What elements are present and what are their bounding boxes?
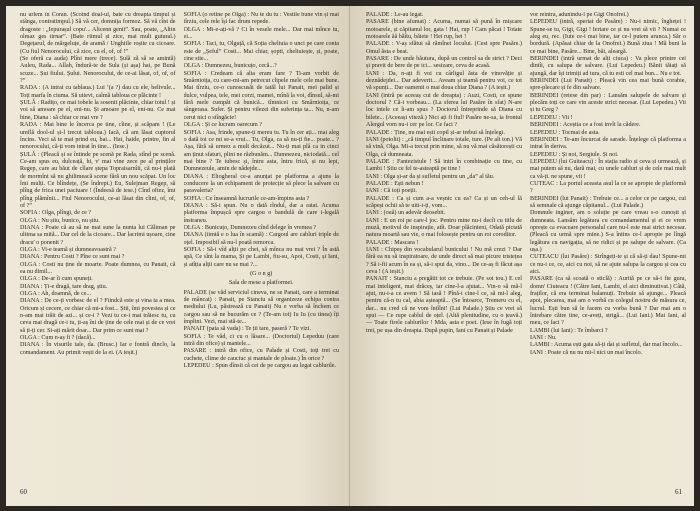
paragraph: BERINDEI (Lui Panait) : Pleacă vin cea mai bună corabie, spre-plecare și fe din salvare.: [530, 78, 686, 92]
right-column-1: [366, 12, 522, 480]
paragraph: IANI : Chipeș din vocabularul bunicului ! Nu mă crezi ? Dar fără ea nu să inspiratoare, de unde direct să mai picure tristețea ? Să i-fii acum în ea și, să-i spui da, vino... De ce-aș fi făcut așa ceva ! (A ieșit.): [366, 247, 522, 276]
paragraph: PASARE : intră din ofice, cu Palade și Costi, toți trei cu cuchete, clime de cauciuc și mantale de ploaie.) În orice ?: [183, 348, 339, 362]
paragraph: Sala de mese a platformei.: [229, 280, 294, 287]
paragraph: IANI (potolit) : „că timpul înclinare totale, ture. (Pe alt ton.) Vă să vină, Olga. Mi-a trecut prin mine, să nu vă mai căsătorești cu Olga, că dumneata.: [366, 136, 522, 158]
paragraph: PALADE : V-aș sfătui să rămînei locului. (Cest spre Pasăre.) Omul ăsta e beat.: [366, 41, 522, 55]
paragraph: CUTEACU (lui Pasăre) : Strîngeți-te și că să-ți dau! Spune-mi ce nu-i ce, ce, aici cu noi, să ne ajute salupa la cargou și cea cu aici.: [530, 254, 686, 276]
paragraph: DIANA (iimtă e o lua în scamă) : Cargoul are cabluri triple de oțel. Imposibil să nu-l poată remorca.: [183, 232, 339, 246]
left-page: [6, 6, 350, 506]
paragraph: OLGA : De-ar îi cum spuneți.: [20, 276, 93, 283]
paragraph: PALADE : Mascara !: [366, 239, 419, 246]
paragraph: IANI : (ouă) un adevăr deosebit.: [366, 210, 446, 217]
right-column-2: [530, 12, 686, 480]
paragraph: DIANA : De ce-ți vorbesc de el ? Fiindcă este și vina ta a mea. Oricum și cecere, ce chiar că mi-a fost... Știi, îmi povestea și ce n-am mai trăit de azi... și ce-i ? Vezi tu ce-i mai trăiesc tu, cu ceva mai dragă ce-i tu, ți-aș îni de ține de cele mai și de ce vrei să ți-ți cer. Si-ați mărit doar... Dar prim ce sunt mai ?: [20, 298, 176, 334]
paragraph: OLGA : Cum n-aș fi ? (dacă)...: [20, 335, 96, 342]
paragraph: CUTEAC : La portul aceasta asul la ce se apropie de platformă ?: [530, 180, 686, 195]
paragraph: IANI : Poate că nu nu mi-l nici un mai încolo.: [530, 349, 643, 356]
paragraph: PANAIT : Stanciu a pregătit tot ce trebuie. (Pe sot tou.) E cel mai inteligent, mai drăceș, iar cine-l-a ajutat... Vin-o să mă-l ajut, nu-i-a ce avem ! Să iasă ! Pînă-i cine-l ce, să mi-l aleg, pentru că-n tu cal, abia așteaptă... (Se întoarce, Tremeru cu el, dar... nu cred că ne vom întîlni! (Lui Palade.) Știu ce vrei să spui — Ce rupe cablul de oțel. (Altă plenitudine, cu o țeavă.) — Toate firele cablurilor ! Mda, asta e poet. (Iese în fugă toți trei, pe ușa din dreapta. După pupin, Iani cu Panait și Palade: [366, 276, 522, 334]
paragraph: OLGA : Dumnezeu, bunicuțo, cecă...?: [183, 63, 277, 70]
paragraph: SOFIA : Olga, plîngi, de ce ?: [20, 210, 92, 217]
paragraph: (Se oferă ca auda) Plîni mere (trece). Șulă ză să se amintă) Auleu, Rada... Allah, îndură-te de Sula (și așa) hai, pe Bună scuze... Șui fiului. Șului. Nenorocului, de ce-ai lăsat, of, of, of ?”: [20, 56, 176, 85]
paragraph: PALADE : Fantezistule ! Să intri în combinație cu tine, cu Lambi ! Știu ce fel te-asteaptă pe tine !: [366, 158, 522, 173]
paragraph: PASARE (ca să scoată o sticlă) : Aurită pe ce să-i fie gura, domn' Ciuteacu ! (Către Iani, Lambi, el aici diminutivat.) Câtă, fraților, că era terminat balamuți. Trebuie să ajunge... Pleacă apoi, plecarea, mai am o vorbă cu colegul nostru de măsura ce, lucrul. Ești bun să le facem cu vorba bună ? Dar mai am o întrebare către tine, ce-aveți, strigă... (Lui Iani.) Mai Iani, al meu, ce faci ?: [530, 276, 686, 327]
paragraph: PALADE : Ești nebun !: [366, 180, 424, 187]
paragraph: SOFIA : Credeam că alta eram fare ? Ti-am vorbit de Smârnioița, cu care-mi-am petrecut clipele mele cele mai bune. Mai tîrziu, ce-o cunoscusăi de tatăl lui Panait, mei palid și dulce, vulpea, tele, mei corzi, mamei, mînă la voi, dînsul, să-mi fără mele cumpăt că bunică... tîmnicei cu Smârnioița, ce sângerasa. Sufer. Și pentru vilezei din suferința ta... Nu, n-am cerut nici o stîngăcie!: [183, 70, 339, 121]
paragraph: OLGA : Mi-e-ați-vă ? Ci în vesele mele... Dar mai mînce tu, ei...: [183, 26, 339, 41]
paragraph: OLGA : Nu știu, bunico, nu știu.: [20, 217, 100, 224]
paragraph: RADA : Mai bine le încerca pe tine, cîine, și scăpam ! (Le umflă dool-ul și-l trecut tabloua.) Iacă, că am lăsat cuptorul încins. Veci să te mai prind eu, bai... Hai, haide, printre, fin al nenorocului, că-ți vom intrat în tine... (Iese.): [20, 122, 176, 151]
page-number-right: 61: [675, 488, 682, 496]
paragraph: SOFIA : Te văd, ci cu o lăsare... (Doctoriul) Lepeduu (care intră din ofice) și mantele...: [183, 333, 339, 348]
paragraph: (G o n g): [250, 271, 273, 278]
paragraph: DIANA : Eliogheral ce-a anunțat pe platforma a ajuns la conducere la un echipament de protecție să plece la salvare cu paravaleria?: [183, 173, 339, 195]
left-column-1: [20, 12, 176, 480]
paragraph: SOFIA (o retine pe Olga) : Nu te du tu : Vestile bune vin și mai tîrziu, cele rele își fac drum repede.: [183, 12, 339, 26]
paragraph: LEPEDEU : Spun dînsii că cei de pe cargou au legat cablurile.: [183, 363, 337, 370]
paragraph: PALADE : Le-au legat.: [366, 12, 424, 18]
paragraph: ȘULĂ : Radițo, ce mai tobele la sosenit plăcinte, chiar totul ! și voi să amoare pe el, eni-nu. Și amoare pe el, eni-nu. Ce mai bine, Diana : să chiar ce mai vre ?: [20, 100, 176, 121]
paragraph: IANI : Că toți poeții.: [366, 188, 417, 195]
paragraph: SOFIA : Ce înseamnă lucrurile ce-am-împins asta ?: [183, 195, 310, 202]
paragraph: SOFIA : Să-i vîd alții pe chei, să mînca nu mai vrei ? În astă apă, Ce sînt la mama, Și pe Lambi, fiu-su, Apoi, Costi, și Iani, și atîția alții care nu se mai ?...: [183, 247, 339, 268]
paragraph: nu urlem în Coran. (Scoind doal-ul, bate cu dreapta timpul și stânga, contratimpul.) Să vă cer, domnița formoz. Să vă cînt de dragoste : „Iepurașul copu'... Alicenn genit”. Sau, poate, „Altin olmaz ges tirnar”. (Bate ritmul și zice, mai mult gutural.) Degețarul, de mărgeluțe, de aramă / Unghiile roșite cu cicoare. (Cu fiul Nenorocului, că zice, cu el, of, of !”: [20, 12, 176, 55]
paragraph: PALADE : Ca și cum a-a veșnic cu ea? Ca și un ceh-ul lă scăpeși ochii să te uiti-i-ți, vom...: [366, 195, 522, 209]
paragraph: IANI (intră pe aceeaș cui de dreapta) : Auzi, Costi, ce spune doctorul ? Că-i vorbeau... (La sferea lui Pasăre în sfat) N-are loc intele ce îi-am spus ? Doctorul întreprinde să Diana cu bilete... (Aceeași viteză.) Nici ați fi fiul! Pasăre ne-sa, ia frontul Alergul vom nu-i cer pe lor. Ce faci ?: [366, 92, 522, 129]
paragraph: PANAIT (pata să vada) : Te ții tare, paseră ? Te vizi.: [183, 326, 311, 333]
paragraph: PALADE (se văd serviciul cineva, ne se Panait, care a terminat de mâncat) : Panait, pe Stanciu să organizeze echipa contra mediului (Lu, păstrează cu Panait) Nu e vorba să închem ce cargou sau să ne bucurăm ce ? (Te-am tot) Iu Iu (cu tinea) îți împlini. Vezi, mai stă-te...: [183, 289, 339, 326]
paragraph: BERINDEI (intră urmat de alți ciuca) : Va plece printre cei dintîi, cu salupa de salvare. (Lui Lepedeu.) Bănii tăiați să ajungă, dar își trimiți ad tura, că tu esti cel mai bun... Nu e tot.: [530, 56, 686, 77]
paragraph: IANI : Da, n-ați fi voi cu cârligul ăsta de vinovăție și deznădejdei... Dar adeverit... Aveam și teamă pentru voi, ce tot vă spunți... Dar oamenii o mai doua chiar Diana ? (A ieșit.): [366, 70, 522, 92]
paragraph: BERINDEI (lui Panait) : Trebuie ce... a celor ce pe cargou, cui să semnale că ajunge căpitanul... (Lui Palade.): [530, 195, 686, 209]
right-page: [350, 6, 694, 506]
paragraph: DIANA : Pentru Costi ? Pîne ce sunt mai ?: [20, 254, 125, 261]
book-spread: [6, 6, 694, 506]
paragraph: LEPEDEU (lui Guiteacu) : În stația radio și ceva și urmează, și mai putem să nu, dară mai, cu unele cabluri și de cele mai mult ca vă-ți. ne spune, vii !: [530, 158, 686, 180]
paragraph: SOFIA : Asa, frinde, spune-ți mereu tu. Tu în cer ați... mai aleg o dată tot ce mi se-a vrut... Tu, Olga, ca să nu-ți fie... poate... ? Așa, fără să urmez a mult decăzut... Nu-ți mai plâ ca in cinci am ținut sfaturi, plini ne răzbunăm... Dumnezeu, niciodată... cel mai bine ? Te iubesc și, întru asta, întru frică, și nu lepi, Dumnezeule, amin de nădejde...: [183, 129, 339, 173]
paragraph: LEPEDEU : Vii !: [530, 114, 573, 121]
paragraph: DIANA : În visurile tale, da. (Brusc.) Iar e fontră dinclo, la comandament. Au primit vești de la ei. (A ieșit.): [20, 342, 176, 356]
paragraph: OLGA : Vi-e teamă și dumneavoastră ?: [20, 247, 116, 253]
paragraph: OLGA : Bunicuțo, Dumnezeu cînd delege în vremea ?: [183, 224, 316, 231]
paragraph: DIANA : Poate că au să ne mai sune la nunta lui Căliman pe ultima sa mită... Dar cel de la cicoare... Dar lacrimi ușoare, cine dracu' o ponenit ?: [20, 224, 176, 246]
paragraph: LEPEDEU : Tocmai de asta.: [530, 129, 600, 136]
paragraph: PASARE (bine afumat) : Acuma, numai să pună în mișcare motoarele, și căpitanul lor, gata ! Hai, rup ! Cam păcat ! Totate motoarele ăă băîtu, băiete ! Hei rup, hei !: [366, 19, 522, 41]
paragraph: OLGA : Ah, doamnă, de ce...: [20, 291, 92, 298]
paragraph: BERINDEI : Te-am încurcat de sarade. Înțelege că platforma a intrat în deriva.: [530, 136, 686, 151]
page-number-left: 60: [20, 488, 27, 496]
paragraph: OLGA : Și ce lucram oarecum ?: [183, 122, 263, 129]
paragraph: ȘULĂ : (Pleacă și se întinde pe scenă pe Rada, stînd pe scenă. Ce-am spus eu, dulceață, hi, v' mai vine zece pe al prinților Regep, care au băut de cîlare ștepa Topraisarnîii, că nu-i plată de mormînt să nu ghilimeacă scene fără un nou scăpat. Un loc îmi mulți. Ce blîndețe, (Se îndrept.) Eu, Sulejman Regep, să plîng de frica unei paciuare ! (Îndeesă de iese.) Cînd oftez, îmi plîng plămînii... Fiul Nenorocului, ce-ai lăsat din cîini, of, of, of ?”: [20, 151, 176, 209]
paragraph: Domnule inginer, am o soluție pe care vreau s-o cunoști și dumneata. Lansăm legătura cu comandamentul și ei ce vrem oprește ca evacuare personalul care nu-l este mai strict necesar. (Pleacă cu urmă spre mine.) S-a întins ce-l apropie pe lîngă legătura cu navigația, să ne ridici și pe salupe de salvare. (Ca ușa.): [530, 210, 686, 253]
paragraph: RADA : (A intrat cu tablaua.) Lui ’(a ?) dau cu ele, belivule... Toți marfa în ciuma. Să uitevi, calmă tabloua ce plăcinte !: [20, 85, 176, 99]
paragraph: OLGA : Costi nu ține de moarte. Poate dumnea, cu Panait, că ea nu dimil...: [20, 261, 176, 276]
paragraph: SOFIA : Taci, tu, Olguță, că Soția cheltuia o unci pe care conta este de „Șeful” Costi... Mai chiar, șopti, cheltuiește, și, poate, cine stie...: [183, 41, 339, 63]
paragraph: IANI : Nu.: [530, 335, 557, 342]
paragraph: IANI : Olga și-ar da și sufletul pentru un „da” al tău.: [366, 173, 495, 180]
paragraph: LAMBI : Acuma ești gata să-ți dai și sufletul, dar mai încolo...: [530, 342, 683, 349]
left-column-2: [184, 12, 340, 480]
paragraph: BERINDEI (reiese din par) : Lansăm salupele de salvare și plecăm toți ce care vin aceste strict necesar. (Lui Lepedeu.) Vii și tu Greg ?: [530, 92, 686, 114]
paragraph: LEPEDEU (intră, speriat de Pasăre) : Nu-i nimic, îngheței ! Spune-se tu, Gigi, Gigi ! Iertare ce și nu vrei să vii ? Numai ce aleg eu, rec. (Iute ce-i mai bine, iar ce-l putem arunca.) Săr o bordură. (Apăsat chiar de la Onofrei.) Bună ziua ! Mă buni la ce mai bine, Pasăre... Bine, băi, aleargă.: [530, 19, 686, 55]
paragraph: PASARE : De unde băutura, după un control sa de strict ? Deci și pravit de bere de pe ici... sesizare, ceva de acasă.: [366, 56, 522, 70]
paragraph: DIANA : Să-i spun. Nu o dată rîndul, dar a ratat. Acuma platforma împușcă spre cargou o bandulă de care i-legală înstraneu.: [183, 202, 339, 224]
paragraph: LAMBI (lui Iani) : Te îmbarci ?: [530, 327, 608, 334]
paragraph: PALADE : Ține, nu mai ești copil și-ar trebui să înțelegi.: [366, 129, 505, 136]
paragraph: vor reintra, adunîndu-l pe Gigi Onofrei.): [530, 12, 629, 18]
paragraph: LEPEDEU : Și noi, Sergiule. Și noi.: [530, 151, 619, 158]
paragraph: BERINDEI : Aceștia ce a fost invît la cădere.: [530, 122, 641, 129]
paragraph: IANI : E un roi pe care-l joc. Pentru mine nu-i decît cu titlu de muză, motivul de inspirație, atît. Doar plăcinteni, Odată pictată natura moartă sau vie, o mai folosește pentru un roi coroditor.: [366, 217, 522, 239]
paragraph: DIANA : Ți-e dragă, tare drag, știu.: [20, 283, 108, 290]
